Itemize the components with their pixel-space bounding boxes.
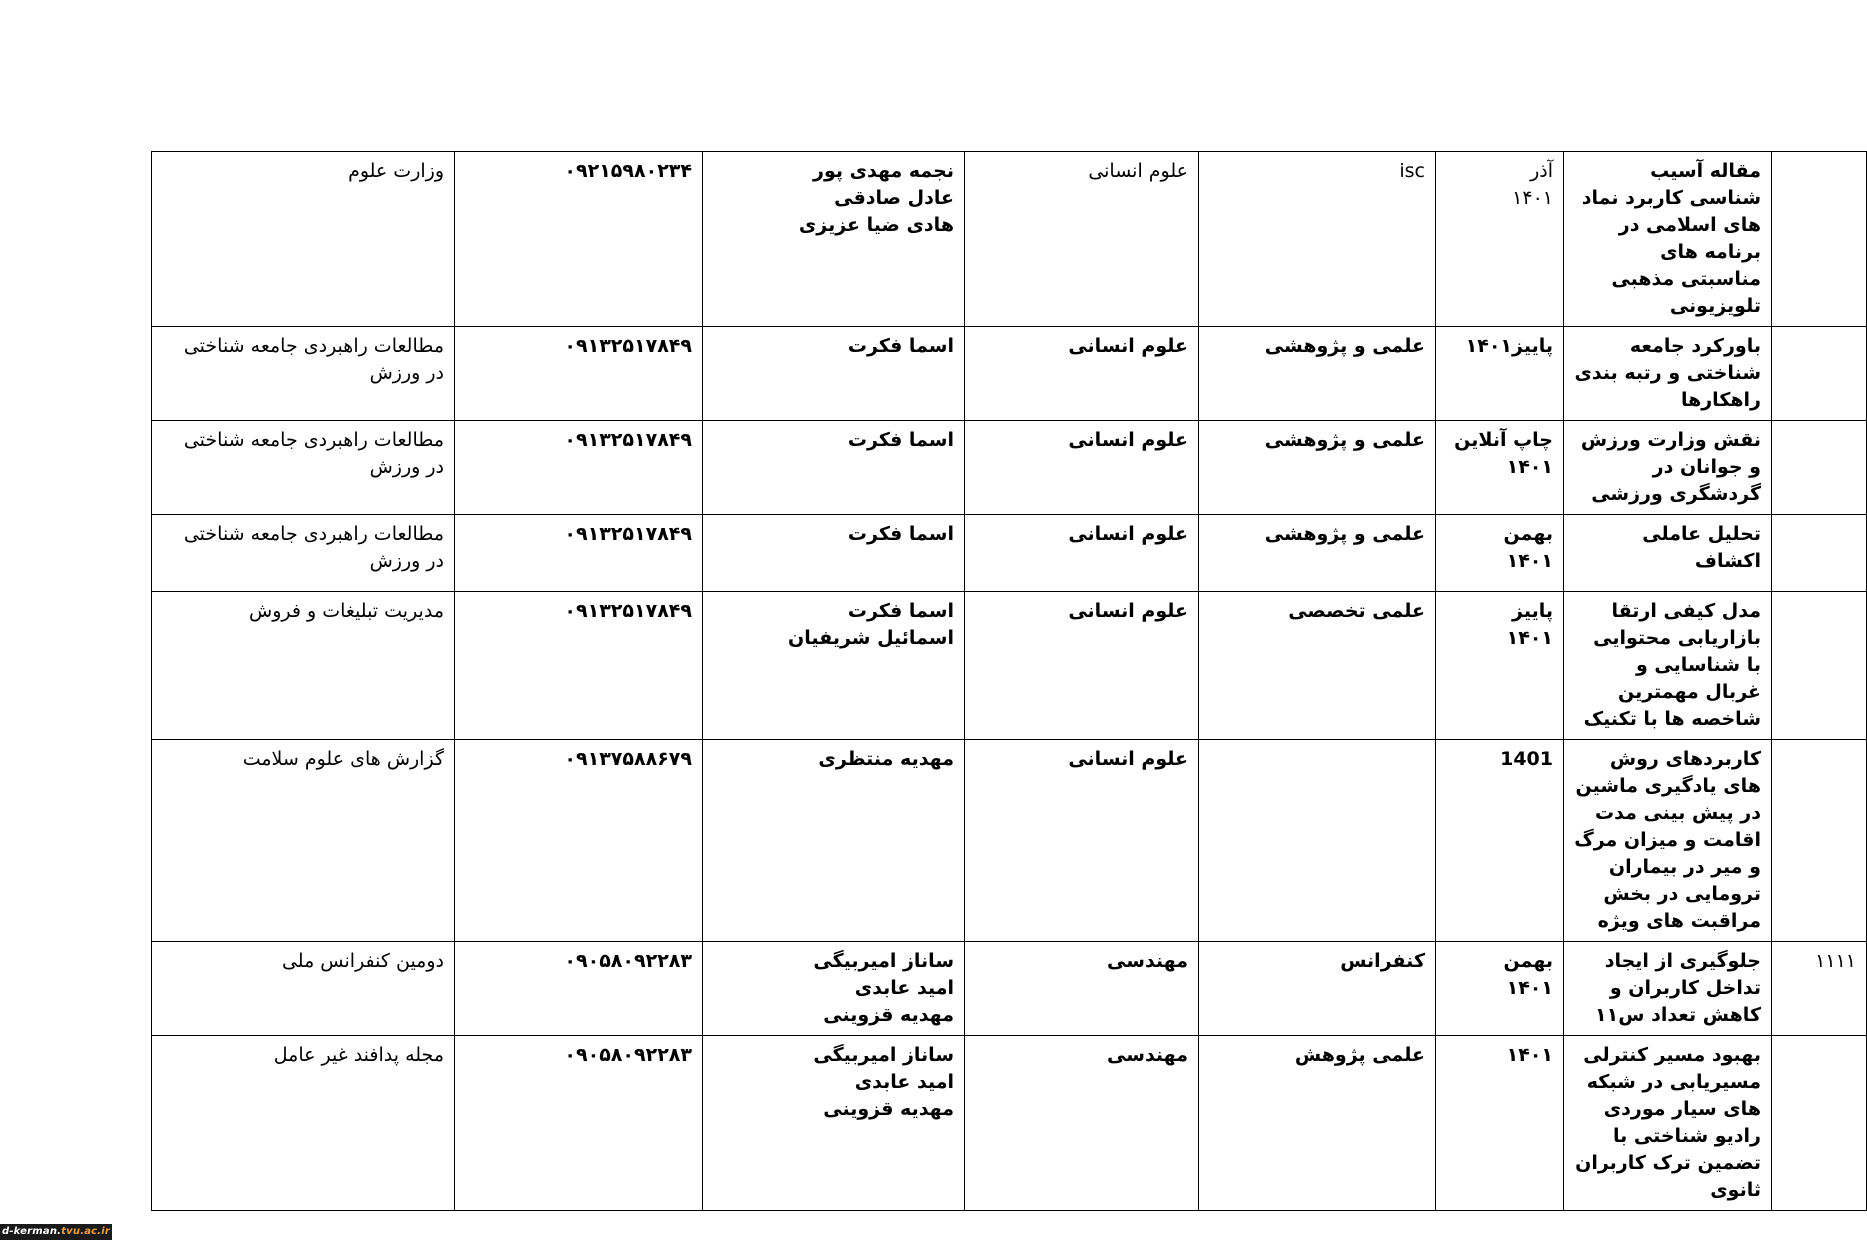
table-row: [152, 592, 1867, 740]
date-cell: [1436, 421, 1564, 515]
index-cell: [1772, 515, 1867, 592]
author-name: ساناز امیربیگی: [813, 1044, 954, 1066]
publisher-cell: مطالعات راهبردی جامعه شناختی در ورزش: [152, 327, 455, 421]
field-cell: مهندسی: [965, 1036, 1199, 1211]
type-cell: isc: [1199, 152, 1436, 327]
authors-cell: [703, 740, 965, 942]
publisher-cell: مدیریت تبلیغات و فروش: [152, 592, 455, 740]
index-cell: [1772, 592, 1867, 740]
date-cell: [1436, 942, 1564, 1036]
field-cell: علوم انسانی: [965, 152, 1199, 327]
authors-cell: [703, 327, 965, 421]
author-name: اسما فکرت: [847, 335, 954, 357]
author-name: اسما فکرت: [847, 523, 954, 545]
date-cell: [1436, 592, 1564, 740]
table-row: [152, 1036, 1867, 1211]
logo-text-accent: tvu.ac.ir: [61, 1226, 111, 1237]
author-name: امید عابدی: [854, 1071, 954, 1093]
date-cell: [1436, 740, 1564, 942]
author-name: اسمائیل شریفیان: [788, 627, 954, 649]
phone-cell: ۰۹۱۳۲۵۱۷۸۴۹: [455, 327, 703, 421]
type-cell: [1199, 740, 1436, 942]
phone-cell: ۰۹۱۳۲۵۱۷۸۴۹: [455, 515, 703, 592]
table-row: [152, 515, 1867, 592]
authors-cell: [703, 515, 965, 592]
title-cell: بهبود مسیر کنترلی مسیریابی در شبکه های سیار موردی رادیو شناختی با تضمین ترک کاربران ثانوی: [1564, 1036, 1772, 1211]
table-row: [152, 942, 1867, 1036]
publisher-cell: مطالعات راهبردی جامعه شناختی در ورزش: [152, 421, 455, 515]
author-name: مهدیه منتظری: [818, 748, 954, 770]
publisher-cell: مطالعات راهبردی جامعه شناختی در ورزش: [152, 515, 455, 592]
type-cell: علمی و پژوهشی: [1199, 515, 1436, 592]
index-cell: [1772, 421, 1867, 515]
title-cell: تحلیل عاملی اکشاف: [1564, 515, 1772, 592]
publications-table: [151, 151, 1867, 1211]
phone-cell: ۰۹۲۱۵۹۸۰۲۳۴: [455, 152, 703, 327]
table-row: [152, 152, 1867, 327]
table-row: [152, 421, 1867, 515]
date-line: ۱۴۰۱: [1506, 550, 1553, 572]
phone-cell: ۰۹۰۵۸۰۹۲۲۸۳: [455, 1036, 703, 1211]
title-cell: مقاله آسیب شناسی کاربرد نماد های اسلامی در برنامه های مناسبتی مذهبی تلویزیونی: [1564, 152, 1772, 327]
date-cell: [1436, 152, 1564, 327]
table-row: [152, 327, 1867, 421]
title-cell: باورکرد جامعه شناختی و رتبه بندی راهکارها: [1564, 327, 1772, 421]
publisher-cell: دومین کنفرانس ملی: [152, 942, 455, 1036]
author-name: اسما فکرت: [847, 429, 954, 451]
date-line: ۱۴۰۱: [1506, 456, 1553, 478]
authors-cell: [703, 942, 965, 1036]
type-cell: علمی و پژوهشی: [1199, 327, 1436, 421]
type-cell: کنفرانس: [1199, 942, 1436, 1036]
publisher-cell: مجله پدافند غیر عامل: [152, 1036, 455, 1211]
index-cell: [1772, 740, 1867, 942]
date-line: ۱۴۰۱: [1506, 1044, 1553, 1066]
author-name: مهدیه قزوینی: [823, 1098, 954, 1120]
author-name: امید عابدی: [854, 977, 954, 999]
author-name: اسما فکرت: [847, 600, 954, 622]
publisher-cell: وزارت علوم: [152, 152, 455, 327]
title-cell: نقش وزارت ورزش و جوانان در گردشگری ورزشی: [1564, 421, 1772, 515]
authors-cell: [703, 152, 965, 327]
index-cell: [1772, 152, 1867, 327]
author-name: هادی ضیا عزیزی: [798, 214, 954, 236]
author-name: عادل صادقی: [834, 187, 954, 209]
date-line: ۱۴۰۱: [1512, 187, 1553, 209]
phone-cell: ۰۹۰۵۸۰۹۲۲۸۳: [455, 942, 703, 1036]
authors-cell: [703, 592, 965, 740]
field-cell: علوم انسانی: [965, 740, 1199, 942]
index-cell: [1772, 327, 1867, 421]
date-cell: [1436, 515, 1564, 592]
title-cell: جلوگیری از ایجاد تداخل کاربران و کاهش تعداد س۱۱: [1564, 942, 1772, 1036]
author-name: ساناز امیربیگی: [813, 950, 954, 972]
authors-cell: [703, 1036, 965, 1211]
date-line: پاییز۱۴۰۱: [1465, 335, 1553, 357]
logo-text-main: d-kerman.: [1, 1226, 62, 1237]
date-line: 1401: [1500, 748, 1553, 770]
phone-cell: ۰۹۱۳۲۵۱۷۸۴۹: [455, 421, 703, 515]
field-cell: علوم انسانی: [965, 421, 1199, 515]
date-line: چاپ آنلاین: [1454, 429, 1553, 451]
date-cell: [1436, 327, 1564, 421]
index-cell: ۱۱۱۱: [1772, 942, 1867, 1036]
table-row: [152, 740, 1867, 942]
site-logo[interactable]: [0, 1224, 112, 1240]
phone-cell: ۰۹۱۳۲۵۱۷۸۴۹: [455, 592, 703, 740]
type-cell: علمی پژوهش: [1199, 1036, 1436, 1211]
authors-cell: [703, 421, 965, 515]
type-cell: علمی و پژوهشی: [1199, 421, 1436, 515]
title-cell: کاربردهای روش های یادگیری ماشین در پیش بینی مدت اقامت و میزان مرگ و میر در بیماران ترومایی در بخش مراقبت های ویژه: [1564, 740, 1772, 942]
index-cell: [1772, 1036, 1867, 1211]
field-cell: علوم انسانی: [965, 515, 1199, 592]
field-cell: علوم انسانی: [965, 327, 1199, 421]
date-line: ۱۴۰۱: [1506, 977, 1553, 999]
date-line: بهمن: [1503, 950, 1553, 972]
type-cell: علمی تخصصی: [1199, 592, 1436, 740]
date-line: پاییز: [1512, 600, 1553, 622]
date-cell: [1436, 1036, 1564, 1211]
author-name: نجمه مهدی پور: [813, 160, 954, 182]
title-cell: مدل کیفی ارتقا بازاریابی محتوایی با شناسایی و غربال مهمترین شاخصه ها با تکنیک: [1564, 592, 1772, 740]
publisher-cell: گزارش های علوم سلامت: [152, 740, 455, 942]
author-name: مهدیه قزوینی: [823, 1004, 954, 1026]
phone-cell: ۰۹۱۳۷۵۸۸۶۷۹: [455, 740, 703, 942]
date-line: ۱۴۰۱: [1506, 627, 1553, 649]
field-cell: علوم انسانی: [965, 592, 1199, 740]
field-cell: مهندسی: [965, 942, 1199, 1036]
date-line: بهمن: [1503, 523, 1553, 545]
date-line: آذر: [1530, 160, 1553, 182]
